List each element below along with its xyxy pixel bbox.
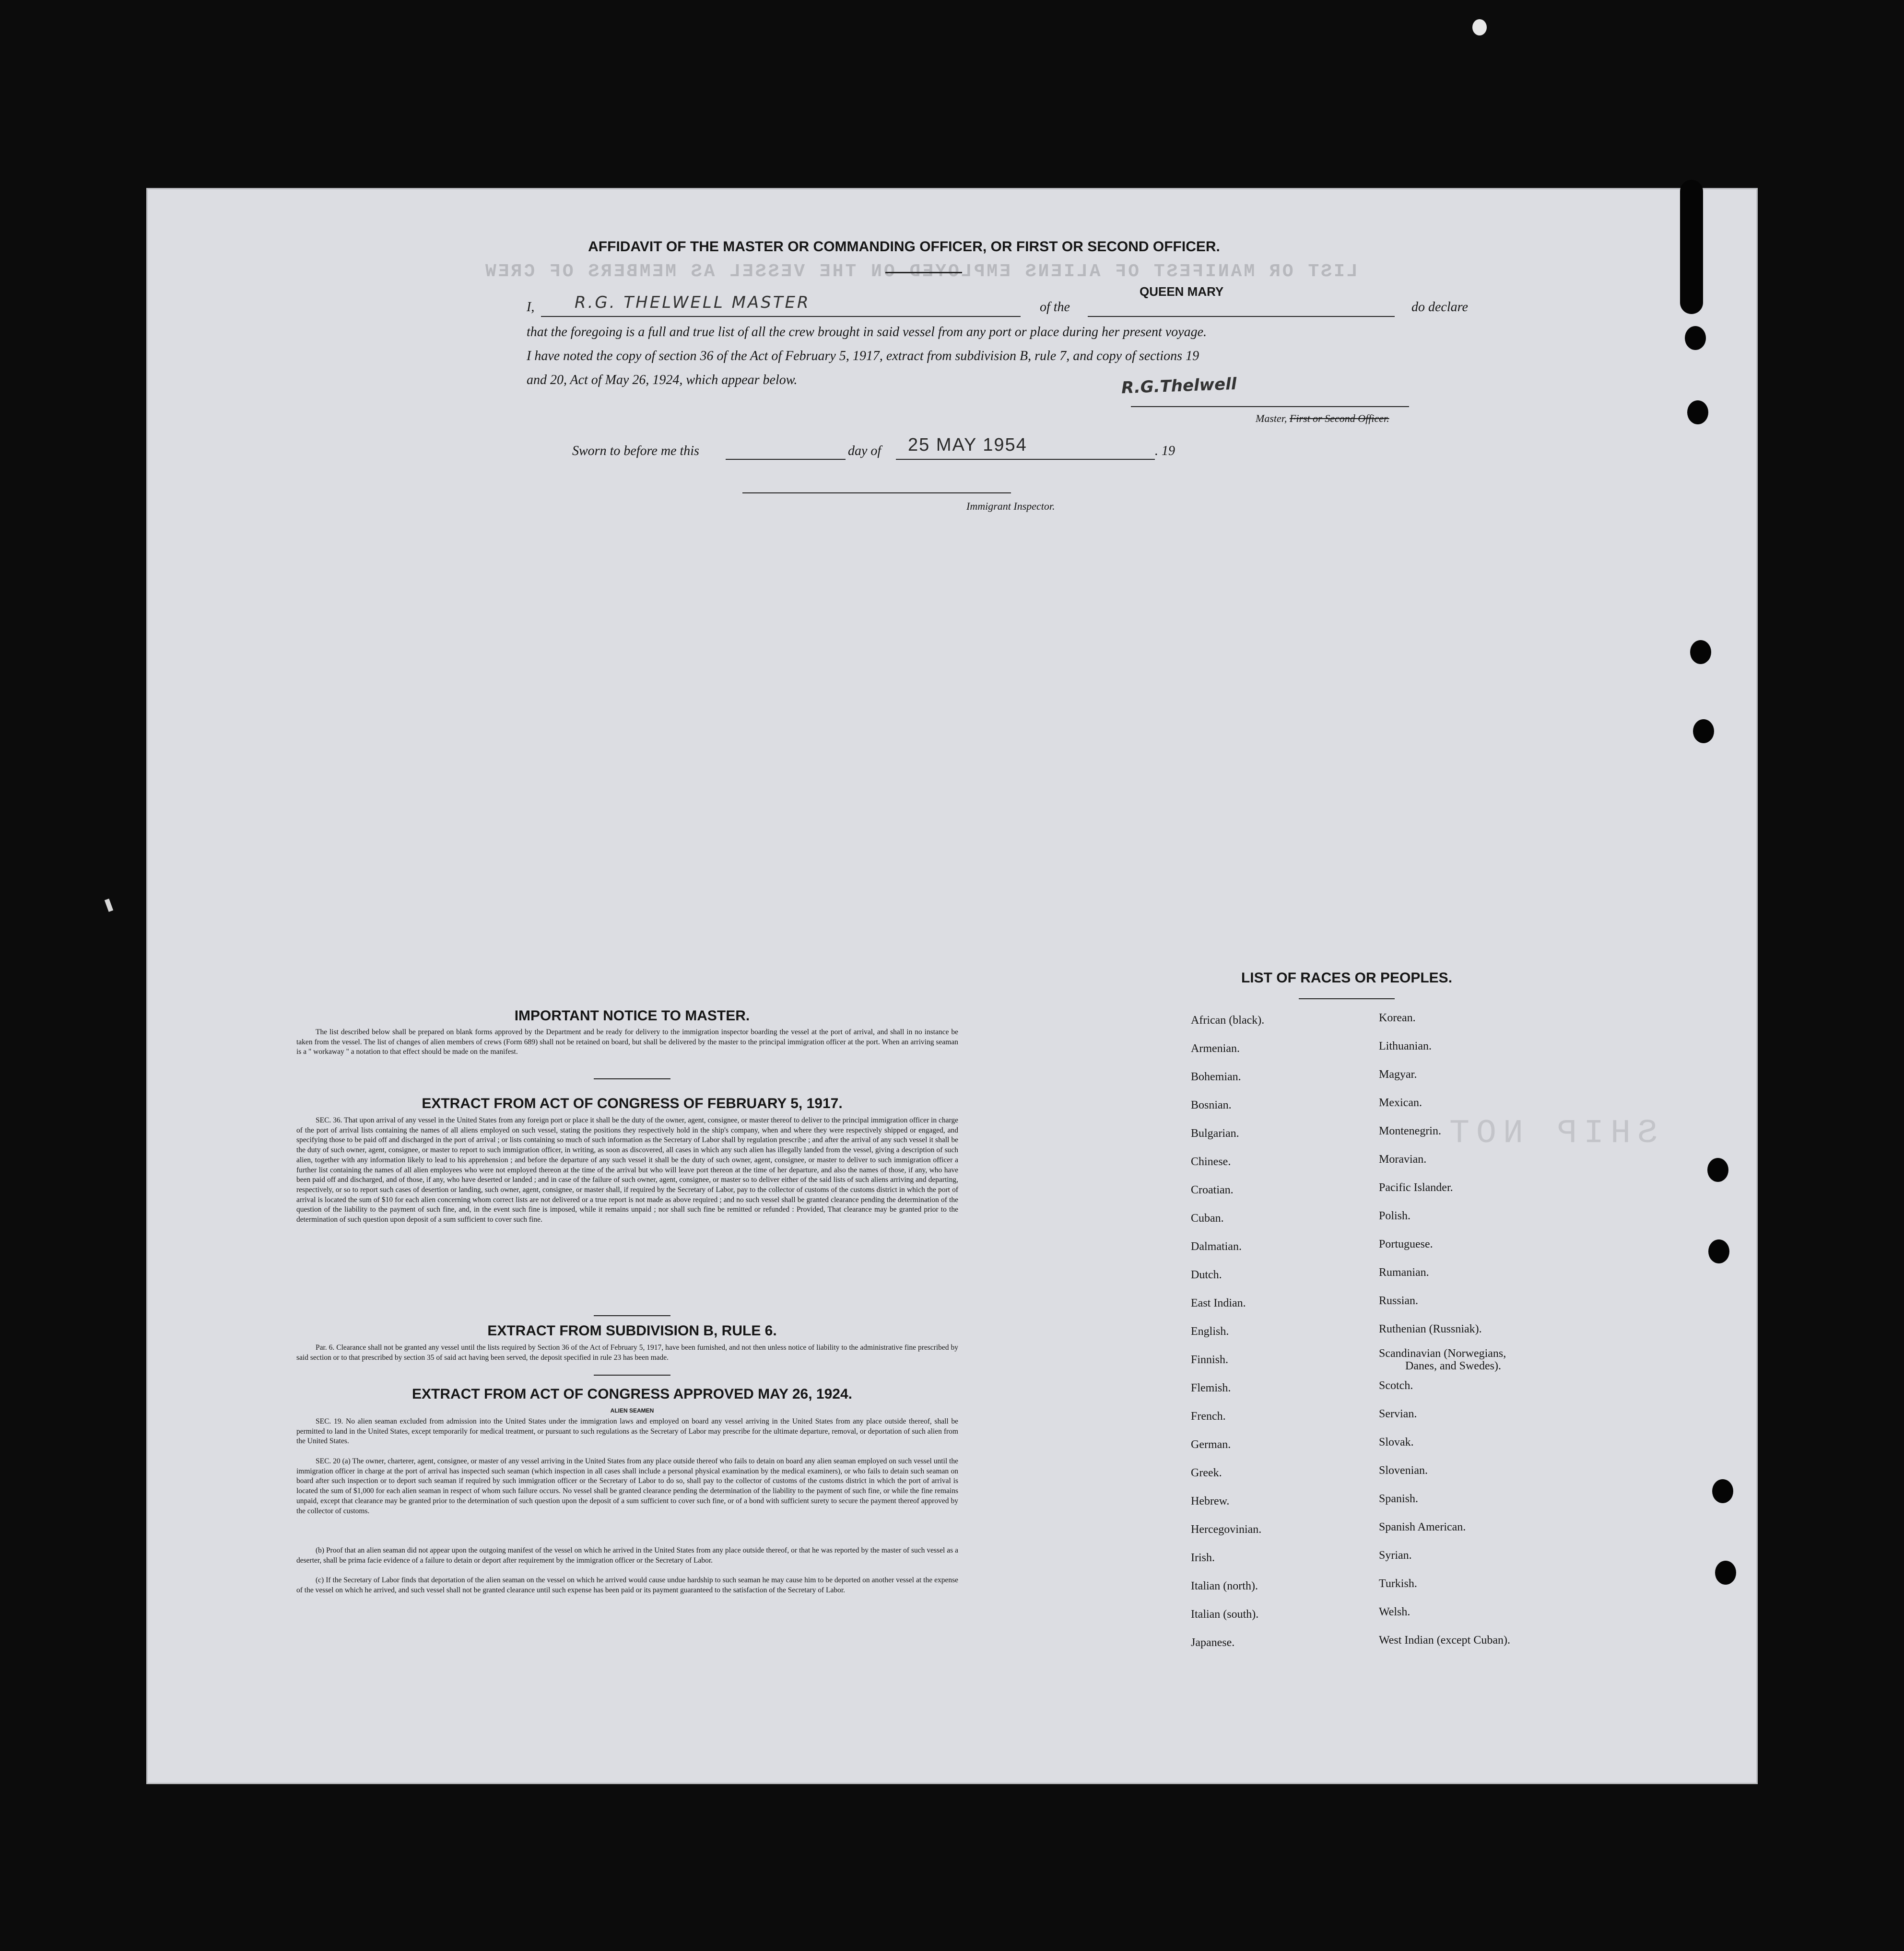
handwritten-master-name: R.G. THELWELL MASTER xyxy=(575,293,811,312)
date-stamp: 25 MAY 1954 xyxy=(908,435,1027,455)
master-signature: R.G.Thelwell xyxy=(1121,374,1237,398)
race-item: Spanish American. xyxy=(1379,1521,1466,1533)
extract-rule-body: Par. 6. Clearance shall not be granted any vessel until the lists required by Section 36 of the Act of February 5, 1917, have been furnished, and not then unless notice of liability to the administrative fine prescribed by said section or to that prescribed by section 35 of said act having been served, the deposit specified in rule 23 has been made. xyxy=(296,1344,958,1362)
divider xyxy=(594,1375,670,1376)
signature-line xyxy=(1131,406,1409,407)
inspector-signature-line xyxy=(742,492,1011,493)
race-item: Scotch. xyxy=(1379,1379,1413,1392)
of-the-text: of the xyxy=(1040,300,1070,315)
signature-caption-struck: First or Second Officer. xyxy=(1289,412,1389,424)
race-item: Polish. xyxy=(1379,1210,1411,1222)
race-item: Moravian. xyxy=(1379,1153,1427,1166)
extract-1924-title: EXTRACT FROM ACT OF CONGRESS APPROVED MAY 26, 1924. xyxy=(412,1386,852,1402)
race-item: Armenian. xyxy=(1191,1042,1240,1055)
extract-1924-sec20c: (c) If the Secretary of Labor finds that deportation of the alien seaman on the vessel on which he arrived would cause undue hardship to such seaman he may cause him to be deported on another vessel at the expense of the vessel on which he arrived, and such vessel shall not be granted clearance until such expense has been paid or its payment guaranteed to the satisfaction of the Secretary of Labor. xyxy=(296,1576,958,1594)
race-item: Scandinavian (Norwegians, xyxy=(1379,1347,1506,1360)
divider xyxy=(594,1315,670,1316)
bleedthrough-stamp: SHIP NOT xyxy=(1443,1115,1658,1153)
affidavit-line-2: that the foregoing is a full and true list of all the crew brought in said vessel from any port or place during her present voyage. xyxy=(527,325,1207,339)
race-item: Welsh. xyxy=(1379,1606,1410,1618)
race-item: Hercegovinian. xyxy=(1191,1523,1262,1536)
extract-1924-subtitle: ALIEN SEAMEN xyxy=(610,1407,654,1414)
punch-hole xyxy=(1715,1561,1736,1585)
race-item: Irish. xyxy=(1191,1552,1215,1564)
race-item: Rumanian. xyxy=(1379,1266,1429,1279)
races-title-underline xyxy=(1299,998,1395,999)
month-line xyxy=(896,459,1155,460)
race-item: Russian. xyxy=(1379,1295,1419,1307)
sworn-prefix: Sworn to before me this xyxy=(572,444,699,458)
races-title: LIST OF RACES OR PEOPLES. xyxy=(1241,970,1453,986)
scan-speck xyxy=(1472,19,1487,35)
race-item: Magyar. xyxy=(1379,1068,1417,1081)
inspector-caption: Immigrant Inspector. xyxy=(966,500,1055,512)
race-item: Japanese. xyxy=(1191,1636,1235,1649)
race-item: Hebrew. xyxy=(1191,1495,1230,1507)
affidavit-i: I, xyxy=(527,300,535,315)
affidavit-title-underline xyxy=(885,272,962,273)
race-item: West Indian (except Cuban). xyxy=(1379,1634,1510,1647)
day-of-text: day of xyxy=(848,444,881,458)
race-item: Danes, and Swedes). xyxy=(1405,1360,1501,1372)
race-item: Pacific Islander. xyxy=(1379,1181,1453,1194)
race-item: German. xyxy=(1191,1438,1231,1451)
name-line xyxy=(541,316,1021,317)
race-item: East Indian. xyxy=(1191,1297,1246,1309)
race-item: Italian (north). xyxy=(1191,1580,1258,1592)
race-item: English. xyxy=(1191,1325,1229,1338)
extract-1924-sec20a: SEC. 20 (a) The owner, charterer, agent, consignee, or master of any vessel arriving in the United States from any place outside thereof who fails to detain on board any alien seaman employed on such vessel until the immigration officer in charge at the port of arrival has inspected such seaman (which inspection in all cases shall include a personal physical examination by the medical examiners), or who fails to detain such seaman on board after such inspection or to deport such seaman if required by such immigration officer or the Secretary of Labor to do so, shall pay to the collector of customs of the customs district in which the port of arrival is located the sum of $1,000 for each alien seaman in respect of whom such failure occurs. No vessel shall be granted clearance pending the determination of the liability to the payment of such fine, or while the fine remains unpaid, except that clearance may be granted prior to the determination of such question upon the deposit of a sum sufficient to cover such fine, or of a bond with sufficient surety to secure the payment thereof approved by the collector of customs. xyxy=(296,1457,958,1515)
punch-hole xyxy=(1685,326,1706,350)
race-item: Spanish. xyxy=(1379,1493,1419,1505)
race-item: Turkish. xyxy=(1379,1577,1417,1590)
notice-title: IMPORTANT NOTICE TO MASTER. xyxy=(514,1008,750,1024)
race-item: Montenegrin. xyxy=(1379,1125,1441,1137)
vessel-name-stamp: QUEEN MARY xyxy=(1140,284,1224,299)
affidavit-line-1 xyxy=(527,284,1495,324)
race-item: Portuguese. xyxy=(1379,1238,1433,1250)
race-item: Syrian. xyxy=(1379,1549,1412,1562)
race-item: Ruthenian (Russniak). xyxy=(1379,1323,1482,1335)
race-item: Greek. xyxy=(1191,1467,1222,1479)
punch-hole xyxy=(1690,640,1711,664)
race-item: Finnish. xyxy=(1191,1354,1229,1366)
vessel-line xyxy=(1088,316,1395,317)
race-item: Italian (south). xyxy=(1191,1608,1259,1621)
race-item: Lithuanian. xyxy=(1379,1040,1432,1052)
race-item: Chinese. xyxy=(1191,1156,1231,1168)
affidavit-line-4: and 20, Act of May 26, 1924, which appear below. xyxy=(527,373,798,387)
race-item: French. xyxy=(1191,1410,1226,1423)
race-item: Slovak. xyxy=(1379,1436,1414,1449)
punch-hole xyxy=(1687,400,1708,424)
staple-mark xyxy=(1680,180,1703,314)
year-prefix: . 19 xyxy=(1155,444,1175,458)
punch-hole xyxy=(1712,1479,1733,1503)
punch-hole xyxy=(1708,1239,1729,1263)
punch-hole xyxy=(1693,719,1714,743)
race-item: Croatian. xyxy=(1191,1184,1234,1196)
divider xyxy=(594,1078,670,1079)
affidavit-form-page xyxy=(148,189,1756,1783)
bleedthrough-heading: LIST OR MANIFEST OF ALIENS EMPLOYED ON THE VESSEL AS MEMBERS OF CREW xyxy=(483,261,1358,282)
extract-1924-sec19: SEC. 19. No alien seaman excluded from admission into the United States under the immigration laws and employed on board any vessel arriving in the United States from any place outside thereof, shall be permitted to land in the United States, except temporarily for medical treatment, or pursuant to such regulations as the Secretary of Labor may prescribe for the ultimate departure, removal, or deportation of such alien from the United States. xyxy=(296,1417,958,1446)
race-item: Bohemian. xyxy=(1191,1071,1241,1083)
race-item: Servian. xyxy=(1379,1408,1417,1420)
affidavit-line-3: I have noted the copy of section 36 of the Act of February 5, 1917, extract from subdivision B, rule 7, and copy of sections 19 xyxy=(527,349,1199,363)
extract-rule-title: EXTRACT FROM SUBDIVISION B, RULE 6. xyxy=(487,1323,777,1339)
race-item: Dutch. xyxy=(1191,1269,1222,1281)
punch-hole xyxy=(1707,1158,1728,1182)
race-item: Bosnian. xyxy=(1191,1099,1232,1111)
signature-caption-master: Master, xyxy=(1256,412,1287,424)
races-right-column xyxy=(1379,1012,1609,1693)
do-declare-text: do declare xyxy=(1411,300,1468,315)
race-item: Dalmatian. xyxy=(1191,1240,1242,1253)
race-item: Mexican. xyxy=(1379,1097,1422,1109)
affidavit-title: AFFIDAVIT OF THE MASTER OR COMMANDING OFFICER, OR FIRST OR SECOND OFFICER. xyxy=(588,239,1220,255)
scan-speck xyxy=(105,899,113,912)
extract-1917-body: SEC. 36. That upon arrival of any vessel in the United States from any foreign port or place it shall be the duty of the owner, agent, consignee, or master thereof to deliver to the principal immigration officer in charge of the port of arrival lists containing the names of all aliens employed on such vessel, stating the positions they respectively hold in the ship's company, when and where they were respectively shipped or engaged, and specifying those to be paid off and discharged in the port of arrival ; or lists containing so much of such information as the Secretary of Labor shall by regulation prescribe ; and after the arrival of any such vessel it shall be the duty of such owner, agent, consignee, or master to report to such immigration officer, in writing, as soon as discovered, all cases in which any such alien has illegally landed from the vessel, giving a description of such alien, together with any information likely to lead to his apprehension ; and before the departure of any such vessel it shall be the duty of such owner, agent, consignee, or master to deliver to such immigration officer a further list containing the names of all alien employees who were not employed thereon at the time of the arrival but who will leave port thereon at the time of her departure, and also the names of those, if any, who have been paid off and discharged, and of those, if any, who have deserted or landed ; and in case of the failure of such owner, agent, consignee, or master so to deliver either of the said lists of such aliens arriving and departing, respectively, or so to report such cases of desertion or landing, such owner, agent, consignee, or master shall, if required by the Secretary of Labor, pay to the collector of customs of the customs district in which the port of arrival is located the sum of $10 for each alien concerning whom correct lists are not delivered or a true report is not made as above required ; and no such vessel shall be granted clearance pending the determination of the question of the liability to the payment of such fine, and, in the event such fine is imposed, while it remains unpaid ; nor shall such fine be remitted or refunded : Provided, That clearance may be granted prior to the determination of such question upon deposit of a sum sufficient to cover such fine. xyxy=(296,1116,958,1224)
day-line xyxy=(726,459,846,460)
race-item: Slovenian. xyxy=(1379,1464,1428,1477)
race-item: Cuban. xyxy=(1191,1212,1224,1225)
sworn-line xyxy=(572,435,1340,467)
notice-body: The list described below shall be prepared on blank forms approved by the Department and be ready for delivery to the immigration inspector boarding the vessel at the port of arrival, and shall in no instance be taken from the vessel. The list of changes of alien members of crews (Form 689) shall not be retained on board, but shall be delivered by the master to the principal immigration officer at the port. When an arriving seaman is a " workaway " a notation to that effect should be made on the manifest. xyxy=(296,1028,958,1056)
extract-1917-title: EXTRACT FROM ACT OF CONGRESS OF FEBRUARY 5, 1917. xyxy=(422,1096,843,1111)
race-item: Bulgarian. xyxy=(1191,1127,1239,1140)
signature-caption xyxy=(1256,412,1389,425)
race-item: Korean. xyxy=(1379,1012,1416,1024)
race-item: African (black). xyxy=(1191,1014,1265,1027)
races-left-column xyxy=(1191,1014,1354,1695)
race-item: Flemish. xyxy=(1191,1382,1231,1394)
extract-1924-sec20b: (b) Proof that an alien seaman did not appear upon the outgoing manifest of the vessel on which he arrived in the United States from any place outside thereof, or that he was reported by the master of such vessel as a deserter, shall be prima facie evidence of a failure to detain or deport after requirement by the immigration officer or the Secretary of Labor. xyxy=(296,1546,958,1565)
